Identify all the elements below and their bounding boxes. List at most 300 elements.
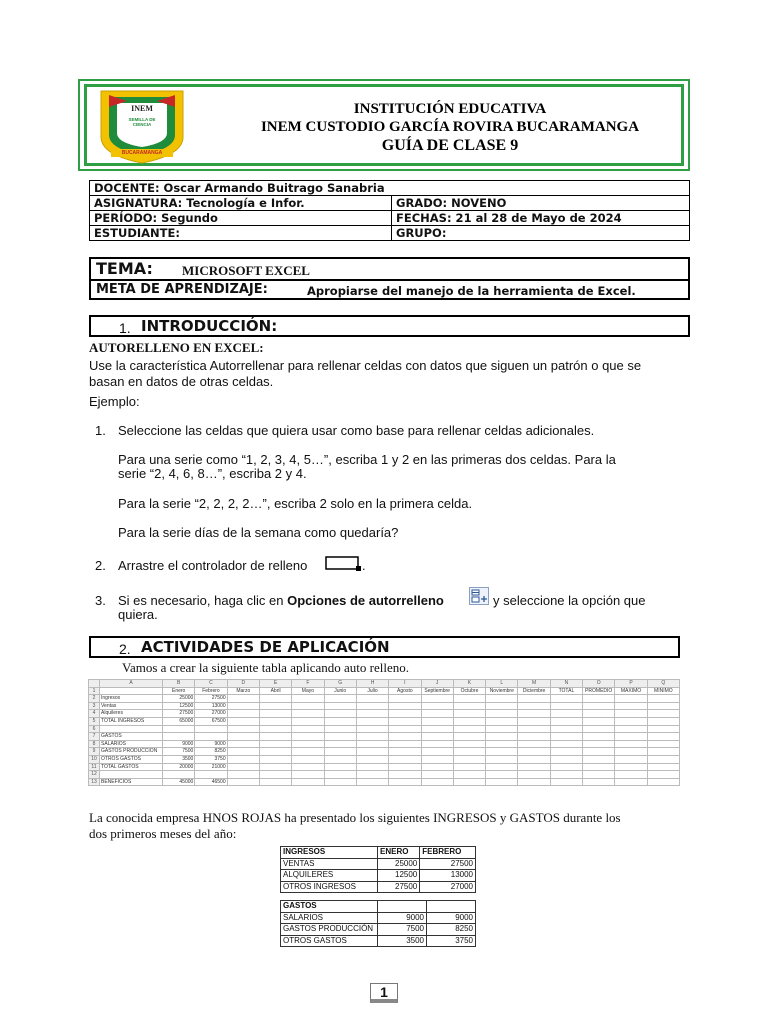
sheet-cell	[421, 733, 453, 741]
sheet-cell	[227, 695, 259, 703]
sheet-cell	[453, 710, 485, 718]
sheet-row-label: Ventas	[100, 702, 163, 710]
step1-text: Seleccione las celdas que quiera usar como base para rellenar celdas adicionales.	[118, 423, 595, 438]
sheet-cell	[518, 763, 550, 771]
sheet-cell	[486, 763, 518, 771]
sheet-cell	[486, 771, 518, 779]
table-row	[281, 912, 476, 924]
sheet-row-label: OTROS GASTOS	[100, 755, 163, 763]
sheet-month-header: MINIMO	[647, 687, 679, 695]
sheet-cell	[356, 695, 388, 703]
table-cell: 9000	[427, 912, 476, 924]
sheet-cell	[615, 733, 647, 741]
sheet-cell	[518, 771, 550, 779]
sheet-cell	[324, 695, 356, 703]
sheet-cell	[453, 763, 485, 771]
table-cell: 9000	[378, 912, 427, 924]
sheet-cell	[389, 733, 421, 741]
sheet-row	[89, 740, 680, 748]
sheet-cell	[486, 710, 518, 718]
table-cell: OTROS INGRESOS	[281, 881, 378, 893]
sheet-cell	[356, 771, 388, 779]
sheet-cell	[421, 725, 453, 733]
sheet-cell	[356, 733, 388, 741]
sheet-cell	[583, 740, 615, 748]
sheet-col-header: A	[100, 680, 163, 688]
sheet-cell-febrero: 13000	[195, 702, 227, 710]
sheet-row-label: Alquileres	[100, 710, 163, 718]
sheet-cell	[647, 695, 679, 703]
sheet-row-number: 8	[89, 740, 100, 748]
sheet-cell	[453, 717, 485, 725]
intro-p1a: Use la característica Autorrellenar para rellenar celdas con datos que siguen un patrón o que se	[89, 358, 642, 373]
page-number: 1	[380, 984, 388, 1000]
sheet-cell	[259, 717, 291, 725]
sheet-month-header: Mayo	[292, 687, 324, 695]
header-line3: GUÍA DE CLASE 9	[381, 137, 519, 154]
table-cell: 7500	[378, 924, 427, 936]
sheet-cell	[227, 740, 259, 748]
sheet-row	[89, 733, 680, 741]
sheet-cell	[259, 748, 291, 756]
sheet-cell	[647, 710, 679, 718]
sheet-row-number: 3	[89, 702, 100, 710]
sheet-cell	[292, 702, 324, 710]
sheet-cell	[453, 695, 485, 703]
step1-num: 1.	[95, 423, 106, 438]
sheet-cell	[550, 733, 582, 741]
sheet-cell	[583, 755, 615, 763]
sheet-cell	[227, 763, 259, 771]
sheet-col-header: P	[615, 680, 647, 688]
sheet-cell	[583, 702, 615, 710]
sheet-cell-febrero: 27000	[195, 710, 227, 718]
table-cell: 27500	[420, 858, 476, 870]
sheet-cell-febrero: 46500	[195, 778, 227, 786]
sheet-col-header: I	[389, 680, 421, 688]
sheet-cell	[227, 702, 259, 710]
sheet-cell	[356, 748, 388, 756]
logo-top-text: INEM	[131, 104, 153, 113]
intro-num: 1.	[119, 320, 131, 336]
sheet-row	[89, 702, 680, 710]
sheet-cell	[227, 778, 259, 786]
sheet-cell	[550, 702, 582, 710]
sheet-cell	[356, 763, 388, 771]
sheet-cell	[389, 740, 421, 748]
sheet-cell	[389, 717, 421, 725]
sheet-cell-enero: 7500	[163, 748, 195, 756]
table-cell: ALQUILERES	[281, 870, 378, 882]
sheet-cell	[227, 771, 259, 779]
tema-label: TEMA:	[96, 259, 153, 278]
sheet-cell	[647, 763, 679, 771]
sheet-col-header: G	[324, 680, 356, 688]
intro-ejemplo: Ejemplo:	[89, 394, 140, 409]
sheet-row-label: SALARIOS	[100, 740, 163, 748]
sheet-row-label	[100, 725, 163, 733]
excel-sheet-table	[88, 679, 680, 786]
sheet-col-header: D	[227, 680, 259, 688]
sheet-cell	[421, 755, 453, 763]
table-header-cell: GASTOS	[281, 901, 378, 913]
sheet-month-header: Octubre	[453, 687, 485, 695]
sheet-row-number: 12	[89, 771, 100, 779]
table-cell: 8250	[427, 924, 476, 936]
sheet-month-header: Julio	[356, 687, 388, 695]
sheet-cell	[421, 778, 453, 786]
sheet-cell	[292, 710, 324, 718]
meta-label: META DE APRENDIZAJE:	[96, 282, 268, 297]
logo-bottom-text: BUCARAMANGA	[121, 150, 163, 156]
step3-a: Si es necesario, haga clic en	[118, 593, 288, 608]
sheet-cell	[259, 710, 291, 718]
sheet-cell	[550, 710, 582, 718]
sheet-col-header: N	[550, 680, 582, 688]
sheet-cell	[324, 702, 356, 710]
sheet-cell	[324, 740, 356, 748]
sheet-cell	[647, 778, 679, 786]
sheet-cell	[615, 778, 647, 786]
table-header-cell: INGRESOS	[281, 847, 378, 859]
ingresos-table	[280, 846, 476, 893]
sheet-month-header: Abril	[259, 687, 291, 695]
sheet-row-number: 5	[89, 717, 100, 725]
actividades-num: 2.	[119, 641, 131, 657]
sheet-cell	[647, 733, 679, 741]
table-header-row	[281, 901, 476, 913]
sheet-cell	[518, 717, 550, 725]
sheet-cell	[421, 748, 453, 756]
sheet-cell-enero: 20000	[163, 763, 195, 771]
table-cell: VENTAS	[281, 858, 378, 870]
sheet-cell	[292, 755, 324, 763]
table-header-row	[281, 847, 476, 859]
sheet-cell	[615, 710, 647, 718]
sheet-cell	[647, 725, 679, 733]
table-cell: 27500	[378, 881, 420, 893]
autofill-options-icon	[469, 587, 489, 605]
sheet-row-number: 11	[89, 763, 100, 771]
table-cell: 25000	[378, 858, 420, 870]
sheet-cell	[486, 778, 518, 786]
sheet-row-label: TOTAL GASTOS	[100, 763, 163, 771]
sheet-cell	[421, 740, 453, 748]
table-header-cell	[427, 901, 476, 913]
sheet-cell	[453, 733, 485, 741]
sheet-cell	[615, 702, 647, 710]
sheet-cell	[389, 771, 421, 779]
step2-text: Arrastre el controlador de relleno	[118, 558, 308, 573]
asignatura-cell: ASIGNATURA: Tecnología e Infor.	[90, 196, 392, 211]
sheet-cell	[292, 748, 324, 756]
intro-p1b: basan en datos de otras celdas.	[89, 374, 274, 389]
sheet-cell	[227, 710, 259, 718]
sheet-row	[89, 687, 680, 695]
sheet-cell	[583, 763, 615, 771]
sheet-month-header: Diciembre	[518, 687, 550, 695]
sheet-cell	[486, 702, 518, 710]
sheet-cell	[647, 755, 679, 763]
sheet-row-number: 2	[89, 695, 100, 703]
sheet-cell	[389, 710, 421, 718]
sheet-cell-febrero: 21000	[195, 763, 227, 771]
sheet-cell	[486, 695, 518, 703]
sheet-cell-febrero: 27500	[195, 695, 227, 703]
sheet-cell-febrero: 3750	[195, 755, 227, 763]
sheet-cell-febrero	[195, 725, 227, 733]
sheet-cell	[227, 755, 259, 763]
sheet-cell-febrero: 9000	[195, 740, 227, 748]
sheet-cell	[583, 717, 615, 725]
sheet-cell	[356, 778, 388, 786]
sheet-cell	[518, 710, 550, 718]
sheet-cell	[324, 725, 356, 733]
sheet-row	[89, 771, 680, 779]
sheet-cell	[647, 717, 679, 725]
sheet-row	[89, 717, 680, 725]
sheet-cell	[356, 740, 388, 748]
sheet-cell	[259, 763, 291, 771]
sheet-cell	[324, 771, 356, 779]
step1-c: Para la serie “2, 2, 2, 2…”, escriba 2 solo en la primera celda.	[118, 496, 473, 511]
table-cell: GASTOS PRODUCCIÓN	[281, 924, 378, 936]
sheet-cell	[324, 748, 356, 756]
info-table	[89, 180, 690, 241]
sheet-cell	[615, 771, 647, 779]
sheet-cell	[583, 695, 615, 703]
sheet-month-header: Septiembre	[421, 687, 453, 695]
sheet-cell	[615, 717, 647, 725]
sheet-cell	[583, 733, 615, 741]
step2-end: .	[362, 558, 366, 573]
sheet-month-header: Noviembre	[486, 687, 518, 695]
sheet-cell-enero: 27500	[163, 710, 195, 718]
sheet-col-header: O	[583, 680, 615, 688]
sheet-cell	[550, 755, 582, 763]
sheet-cell	[292, 725, 324, 733]
table-cell: 27000	[420, 881, 476, 893]
sheet-row-label	[100, 771, 163, 779]
sheet-row-label: GASTOS PRODUCCION	[100, 748, 163, 756]
sheet-row	[89, 695, 680, 703]
sheet-month-header: Enero	[163, 687, 195, 695]
sheet-col-header: B	[163, 680, 195, 688]
sheet-cell-febrero: 8250	[195, 748, 227, 756]
logo-motto: SEMILLA DE CIENCIA	[128, 117, 156, 127]
grupo-cell: GRUPO:	[392, 226, 690, 241]
sheet-cell	[550, 748, 582, 756]
sheet-cell-enero: 25000	[163, 695, 195, 703]
sheet-cell	[486, 755, 518, 763]
sheet-cell-enero	[163, 725, 195, 733]
sheet-cell	[647, 740, 679, 748]
sheet-cell	[389, 755, 421, 763]
sheet-cell	[583, 771, 615, 779]
sheet-cell	[421, 763, 453, 771]
sheet-cell	[647, 771, 679, 779]
sheet-cell	[583, 778, 615, 786]
table-row	[281, 881, 476, 893]
periodo-cell: PERÍODO: Segundo	[90, 211, 392, 226]
sheet-cell	[421, 717, 453, 725]
sheet-month-header: Febrero	[195, 687, 227, 695]
table-cell: 3500	[378, 935, 427, 947]
sheet-cell	[615, 695, 647, 703]
sheet-row-label: GASTOS	[100, 733, 163, 741]
sheet-cell	[518, 748, 550, 756]
sheet-cell	[227, 748, 259, 756]
table-header-cell: ENERO	[378, 847, 420, 859]
sheet-cell	[356, 755, 388, 763]
sheet-cell	[550, 763, 582, 771]
sheet-cell	[518, 740, 550, 748]
sheet-cell	[227, 725, 259, 733]
sheet-corner	[89, 680, 100, 688]
sheet-cell	[356, 725, 388, 733]
school-logo	[97, 89, 187, 164]
sheet-cell	[647, 702, 679, 710]
sheet-cell-enero	[163, 733, 195, 741]
sheet-cell	[615, 755, 647, 763]
sheet-cell-febrero	[195, 733, 227, 741]
sheet-cell	[421, 695, 453, 703]
sheet-cell-enero: 12500	[163, 702, 195, 710]
sheet-cell	[421, 710, 453, 718]
sheet-col-header: Q	[647, 680, 679, 688]
sheet-col-header: H	[356, 680, 388, 688]
step1-b1: Para una serie como “1, 2, 3, 4, 5…”, escriba 1 y 2 en las primeras dos celdas. Para la	[118, 452, 616, 467]
sheet-cell	[292, 717, 324, 725]
sheet-cell	[259, 702, 291, 710]
actividades-lead: Vamos a crear la siguiente tabla aplicando auto relleno.	[122, 660, 409, 675]
header-line1: INSTITUCIÓN EDUCATIVA	[353, 101, 547, 117]
table-cell: 3750	[427, 935, 476, 947]
sheet-cell	[292, 695, 324, 703]
sheet-row-number: 13	[89, 778, 100, 786]
sheet-cell	[550, 778, 582, 786]
fill-handle-icon	[325, 556, 360, 569]
actividades-para2: dos primeros meses del año:	[89, 826, 237, 841]
sheet-cell	[453, 748, 485, 756]
sheet-cell	[389, 778, 421, 786]
sheet-cell	[518, 778, 550, 786]
excel-sheet-image	[88, 679, 680, 791]
sheet-cell	[324, 755, 356, 763]
sheet-cell	[356, 717, 388, 725]
sheet-cell	[292, 778, 324, 786]
sheet-cell	[453, 771, 485, 779]
sheet-cell	[615, 740, 647, 748]
sheet-month-header: TOTAL	[550, 687, 582, 695]
sheet-cell	[518, 695, 550, 703]
sheet-cell	[324, 763, 356, 771]
sheet-cell	[518, 733, 550, 741]
step3-b: Opciones de autorrelleno	[287, 593, 444, 608]
sheet-row-label: Ingresos	[100, 695, 163, 703]
sheet-cell	[389, 763, 421, 771]
sheet-row-number: 7	[89, 733, 100, 741]
sheet-cell	[550, 771, 582, 779]
sheet-cell	[259, 733, 291, 741]
sheet-cell	[615, 725, 647, 733]
sheet-cell	[453, 778, 485, 786]
sheet-cell	[324, 710, 356, 718]
table-cell: OTROS GASTOS	[281, 935, 378, 947]
sheet-cell	[389, 725, 421, 733]
sheet-col-header: C	[195, 680, 227, 688]
meta-value: Apropiarse del manejo de la herramienta de Excel.	[307, 284, 636, 298]
table-header-cell: FEBRERO	[420, 847, 476, 859]
sheet-cell	[550, 695, 582, 703]
sheet-cell	[615, 748, 647, 756]
sheet-cell	[518, 755, 550, 763]
intro-title: INTRODUCCIÓN:	[141, 317, 278, 335]
sheet-cell	[292, 771, 324, 779]
sheet-cell	[356, 710, 388, 718]
sheet-month-header: Agosto	[389, 687, 421, 695]
sheet-cell	[259, 755, 291, 763]
sheet-cell	[453, 740, 485, 748]
sheet-cell	[486, 725, 518, 733]
estudiante-cell: ESTUDIANTE:	[90, 226, 392, 241]
sheet-month-header: PROMEDIO	[583, 687, 615, 695]
sheet-cell-enero: 65000	[163, 717, 195, 725]
sheet-row-number: 1	[89, 687, 100, 695]
tema-divider	[89, 279, 690, 281]
sheet-cell-febrero	[195, 771, 227, 779]
sheet-col-header: M	[518, 680, 550, 688]
sheet-cell-enero: 3500	[163, 755, 195, 763]
sheet-cell	[259, 771, 291, 779]
gastos-table	[280, 900, 476, 947]
sheet-cell	[550, 740, 582, 748]
sheet-row	[89, 725, 680, 733]
step2-num: 2.	[95, 558, 106, 573]
table-row	[281, 924, 476, 936]
sheet-cell	[292, 740, 324, 748]
table-cell: 12500	[378, 870, 420, 882]
sheet-row	[89, 755, 680, 763]
intro-subtitle: AUTORELLENO EN EXCEL:	[89, 340, 264, 355]
sheet-cell	[324, 733, 356, 741]
sheet-row-number: 10	[89, 755, 100, 763]
sheet-row-label: BENEFICIOS	[100, 778, 163, 786]
sheet-cell	[259, 740, 291, 748]
sheet-cell	[550, 717, 582, 725]
sheet-cell	[324, 778, 356, 786]
step1-d: Para la serie días de la semana como quedaría?	[118, 525, 399, 540]
table-row	[281, 935, 476, 947]
sheet-cell	[389, 702, 421, 710]
sheet-cell	[518, 725, 550, 733]
sheet-row	[89, 748, 680, 756]
sheet-row	[89, 710, 680, 718]
sheet-cell	[583, 748, 615, 756]
sheet-cell	[615, 763, 647, 771]
sheet-cell-enero: 9000	[163, 740, 195, 748]
sheet-cell-febrero: 67500	[195, 717, 227, 725]
sheet-cell	[389, 748, 421, 756]
sheet-cell	[100, 687, 163, 695]
sheet-cell	[583, 725, 615, 733]
step1-b2: serie “2, 4, 6, 8…”, escriba 2 y 4.	[118, 466, 307, 481]
sheet-cell	[647, 748, 679, 756]
sheet-cell	[259, 778, 291, 786]
sheet-row	[89, 763, 680, 771]
sheet-cell	[356, 702, 388, 710]
sheet-column-header-row	[89, 680, 680, 688]
